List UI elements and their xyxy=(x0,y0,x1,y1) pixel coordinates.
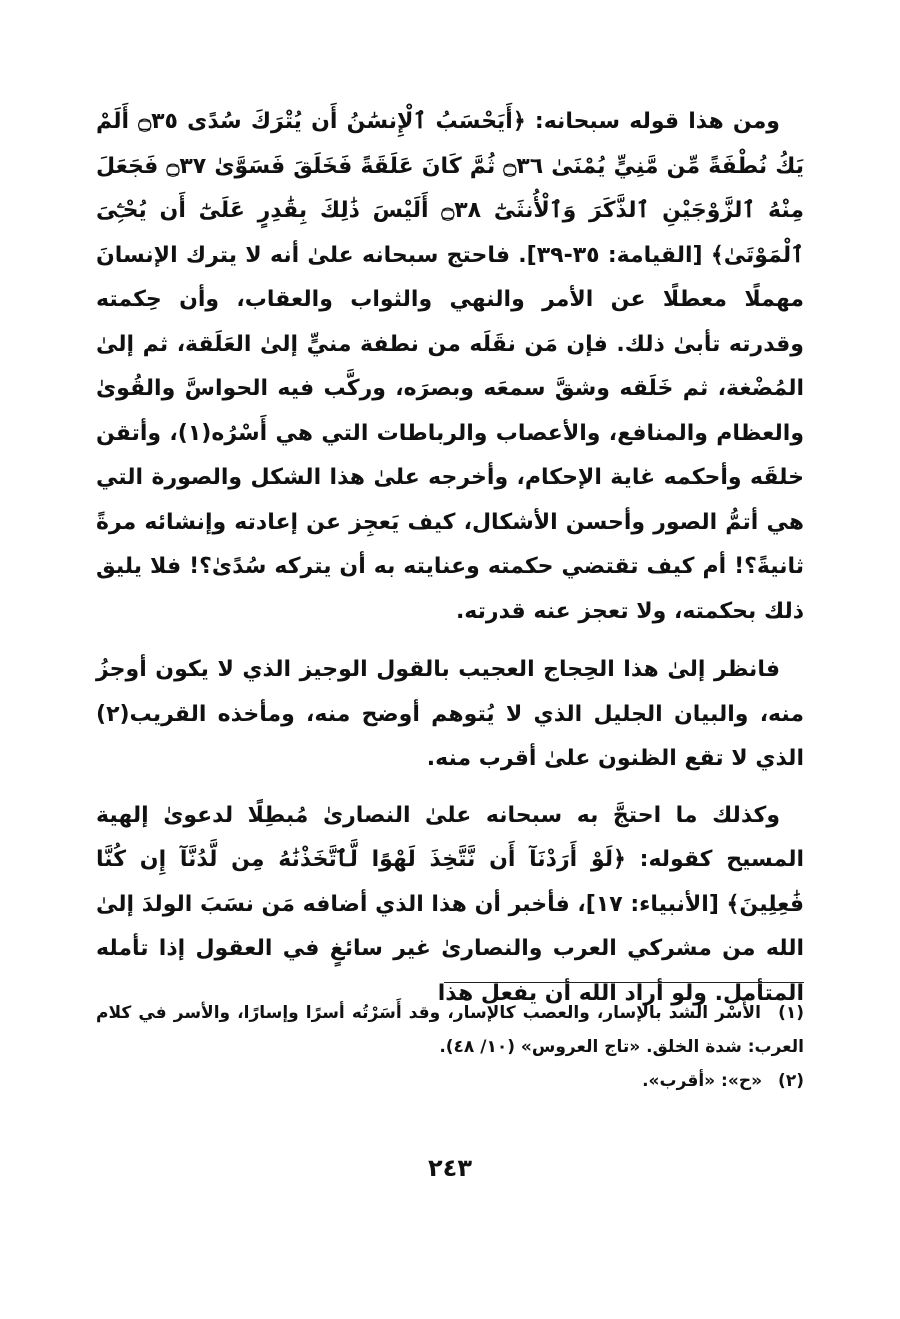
footnote-text: «ح»: «أقرب». xyxy=(642,1071,763,1091)
footnotes xyxy=(96,996,804,1098)
footnote-number: (١) xyxy=(778,1003,805,1023)
footnote-number: (٢) xyxy=(778,1071,804,1091)
page-body xyxy=(96,100,804,1319)
footnote-divider xyxy=(444,982,804,983)
footnote-2 xyxy=(96,1064,804,1098)
footnote-text: الأَسْر الشد بالإسار، والعصب كالإسار، وقد أَسَرْتُه أسرًا وإسارًا، والأسر في كلام العرب: شدة الخلق. «تاج العروس» (١٠/ ٤٨). xyxy=(96,1003,804,1057)
paragraph-3: وكذلك ما احتجَّ به سبحانه علىٰ النصارىٰ مُبطِلًا لدعوىٰ إلهية المسيح كقوله: ﴿لَوْ أَرَدْنَآ أَن نَّتَّخِذَ لَهْوًا لَّٱتَّخَذْنَٰهُ مِن لَّدُنَّآ إِن كُنَّا فَٰعِلِينَ﴾ [الأنبياء: ١٧]، فأخبر أن هذا الذي أضافه مَن نسَبَ الولدَ إلىٰ الله من مشركي العرب والنصارىٰ غير سائغٍ في العقول إذا تأمله المتأمل. ولو أراد الله أن يفعل هذا xyxy=(96,802,805,1006)
paragraph-2: فانظر إلىٰ هذا الحِجاج العجيب بالقول الوجيز الذي لا يكون أوجزُ منه، والبيان الجليل الذي لا يُتوهم أوضح منه، ومأخذه القريب(٢) الذي لا تقع الظنون علىٰ أقرب منه. xyxy=(96,657,804,771)
page-number: ٢٤٣ xyxy=(428,1154,472,1182)
footnote-1 xyxy=(96,996,804,1064)
paragraph-1: ومن هذا قوله سبحانه: ﴿أَيَحْسَبُ ٱلْإِنسَٰنُ أَن يُتْرَكَ سُدًى ۝٣٥ أَلَمْ يَكُ نُطْفَةً مِّن مَّنِيٍّ يُمْنَىٰ ۝٣٦ ثُمَّ كَانَ عَلَقَةً فَخَلَقَ فَسَوَّىٰ ۝٣٧ فَجَعَلَ مِنْهُ ٱلزَّوْجَيْنِ ٱلذَّكَرَ وَٱلْأُنثَىٰٓ ۝٣٨ أَلَيْسَ ذَٰلِكَ بِقَٰدِرٍ عَلَىٰٓ أَن يُحْـِۧىَ ٱلْمَوْتَىٰ﴾ [القيامة: ٣٥-٣٩]. فاحتج سبحانه علىٰ أنه لا يترك الإنسانَ مهملًا معطلًا عن الأمر والنهي والثواب والعقاب، وأن حِكمته وقدرته تأبىٰ ذلك. فإن مَن نقَلَه من نطفة منيٍّ إلىٰ العَلَقة، ثم إلىٰ المُضْغة، ثم خَلَقه وشقَّ سمعَه وبصرَه، وركَّب فيه الحواسَّ والقُوىٰ والعظام والمنافع، والأعصاب والرباطات التي هي أَسْرُه(١)، وأتقن خلقَه وأحكمه غاية الإحكام، وأخرجه علىٰ هذا الشكل والصورة التي هي أتمُّ الصور وأحسن الأشكال، كيف يَعجِز عن إعادته وإنشائه مرةً ثانيةً؟! أم كيف تقتضي حكمته وعنايته به أن يتركه سُدًىٰ؟! فلا يليق ذلك بحكمته، ولا تعجز عنه قدرته. xyxy=(96,109,805,624)
